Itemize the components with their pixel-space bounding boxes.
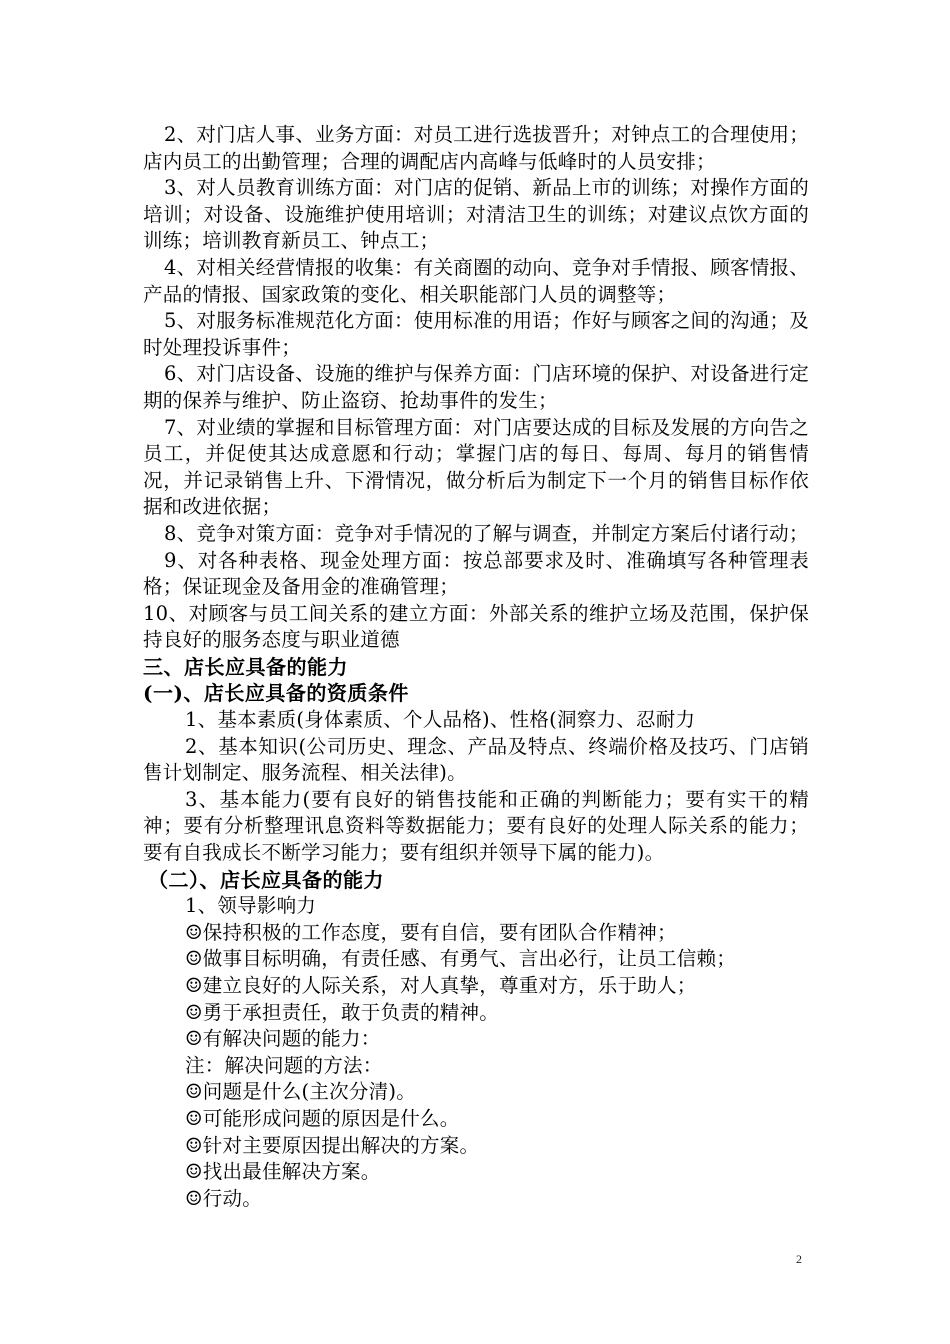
leadership-bullet-5: ☺有解决问题的能力：: [185, 1027, 381, 1051]
qualification-item-1: 1、基本素质(身体素质、个人品格)、性格(洞察力、忍耐力: [185, 708, 696, 732]
document-body: [143, 122, 809, 1212]
leadership-bullet-3: ☺建立良好的人际关系，对人真挚，尊重对方，乐于助人；: [185, 974, 697, 997]
page-number: 2: [796, 1252, 802, 1266]
method-bullet-5: ☺行动。: [185, 1186, 262, 1210]
section-3-title: 三、店长应具备的能力: [143, 654, 348, 679]
paragraph-4: 4、对相关经营情报的收集：有关商圈的动向、竞争对手情报、顾客情报、产品的情报、国家政策的变化、相关职能部门人员的调整等；: [143, 255, 809, 306]
method-bullet-3: ☺针对主要原因提出解决的方案。: [185, 1133, 480, 1157]
paragraph-6: 6、对门店设备、设施的维护与保养方面：门店环境的保护、对设备进行定期的保养与维护、防止盗窃、抢劫事件的发生；: [143, 362, 809, 412]
leadership-bullet-1: ☺保持积极的工作态度，要有自信，要有团队合作精神；: [185, 920, 677, 944]
method-bullet-1: ☺问题是什么(主次分清)。: [185, 1080, 416, 1104]
paragraph-7: 7、对业绩的掌握和目标管理方面：对门店要达成的目标及发展的方向告之员工，并促使其达成意愿和行动；掌握门店的每日、每周、每月的销售情况，并记录销售上升、下滑情况，做分析后为制定下一个月的销售目标作依据和改进依据；: [143, 415, 809, 519]
qualification-item-3: 3、基本能力(要有良好的销售技能和正确的判断能力；要有实干的精神；要有分析整理讯息资料等数据能力；要有良好的处理人际关系的能力；要有自我成长不断学习能力；要有组织并领导下属的能力)。: [143, 787, 809, 865]
leadership-bullet-4: ☺勇于承担责任，敢于负责的精神。: [185, 1000, 499, 1024]
leadership-bullet-2: ☺做事目标明确，有责任感、有勇气、言出必行，让员工信赖；: [185, 947, 736, 971]
method-bullet-4: ☺找出最佳解决方案。: [185, 1160, 381, 1184]
paragraph-5: 5、对服务标准规范化方面：使用标准的用语；作好与顾客之间的沟通；及时处理投诉事件；: [143, 309, 809, 359]
leadership-heading: 1、领导影响力: [185, 894, 317, 918]
qualification-item-2: 2、基本知识(公司历史、理念、产品及特点、终端价格及技巧、门店销售计划制定、服务流程、相关法律)。: [143, 734, 809, 785]
subsection-1-title: (一)、店长应具备的资质条件: [143, 681, 409, 706]
paragraph-2: 2、对门店人事、业务方面：对员工进行选拔晋升；对钟点工的合理使用；店内员工的出勤管理；合理的调配店内高峰与低峰时的人员安排；: [143, 123, 809, 173]
paragraph-10: 10、对顾客与员工间关系的建立方面：外部关系的维护立场及范围，保护保持良好的服务态度与职业道德: [143, 601, 809, 652]
paragraph-3: 3、对人员教育训练方面：对门店的促销、新品上市的训练；对操作方面的培训；对设备、设施维护使用培训；对清洁卫生的训练；对建议点饮方面的训练；培训教育新员工、钟点工；: [143, 176, 809, 253]
paragraph-8: 8、竞争对策方面：竞争对手情况的了解与调查，并制定方案后付诸行动；: [164, 521, 809, 545]
subsection-2-title: （二）、店长应具备的能力: [148, 867, 384, 892]
paragraph-9: 9、对各种表格、现金处理方面：按总部要求及时、准确填写各种管理表格；保证现金及备用金的准确管理；: [143, 548, 809, 599]
method-bullet-2: ☺可能形成问题的原因是什么。: [185, 1106, 460, 1130]
note-label: 注：解决问题的方法：: [185, 1053, 383, 1077]
